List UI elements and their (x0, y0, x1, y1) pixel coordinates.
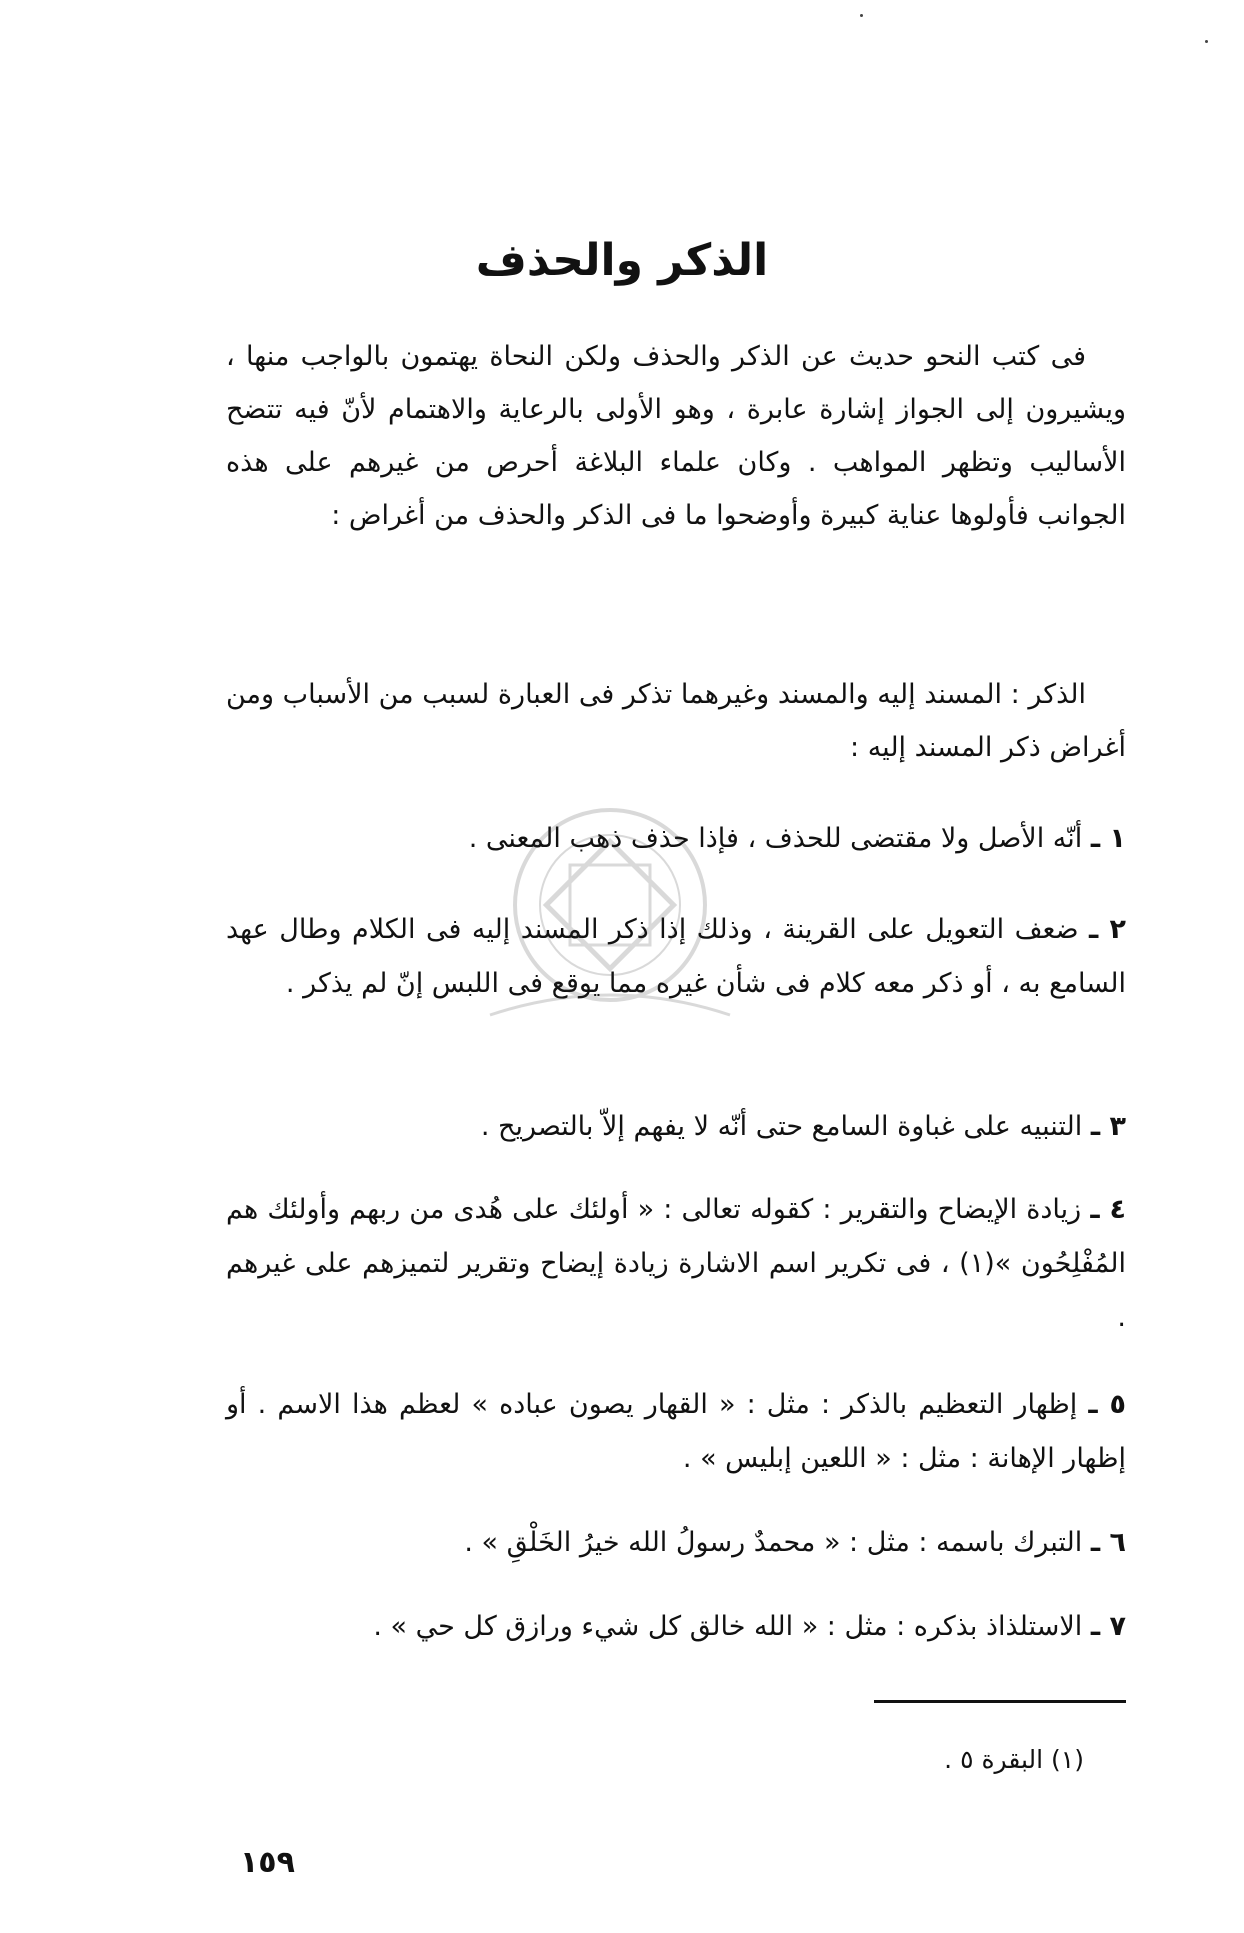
definition-text: الذكر : المسند إليه والمسند وغيرهما تذكر فى العبارة لسبب من الأسباب ومن أغراض ذكر المسند إليه : (226, 679, 1126, 763)
list-item: ٢ ـ ضعف التعويل على القرينة ، وذلك إذا ذكر المسند إليه فى الكلام وطال عهد السامع به ، أو ذكر معه كلام فى شأن غيره مما يوقع فى اللبس إنّ لم يذكر . (226, 914, 1126, 999)
scan-speck (1205, 40, 1208, 43)
footnote: (١) البقرة ٥ . (944, 1745, 1084, 1774)
intro-paragraph (226, 330, 1126, 542)
list-item: ٥ ـ إظهار التعظيم بالذكر : مثل : « القهار يصون عباده » لعظم هذا الاسم . أو إظهار الإهانة : مثل : « اللعين إبليس » . (226, 1389, 1126, 1474)
list-item: ٤ ـ زيادة الإيضاح والتقرير : كقوله تعالى : « أولئك على هُدى من ربهم وأولئك هم المُفْلِحُون »(١) ، فى تكرير اسم الاشارة زيادة إيضاح وتقرير لتميزهم على غيرهم . (226, 1194, 1127, 1333)
footnote-divider (874, 1700, 1126, 1703)
intro-text: فى كتب النحو حديث عن الذكر والحذف ولكن النحاة يهتمون بالواجب منها ، ويشيرون إلى الجواز إشارة عابرة ، وهو الأولى بالرعاية والاهتمام لأنّ فيه تتضح الأساليب وتظهر المواهب . وكان علماء البلاغة أحرص من غيرهم على هذه الجوانب فأولوها عناية كبيرة وأوضحوا ما فى الذكر والحذف من أغراض : (226, 341, 1126, 531)
scan-speck (860, 14, 863, 17)
page-number: ١٥٩ (240, 1845, 295, 1880)
list-item: ٧ ـ الاستلذاذ بذكره : مثل : « الله خالق كل شيء ورازق كل حي » . (373, 1611, 1126, 1642)
list-item: ٦ ـ التبرك باسمه : مثل : « محمدٌ رسولُ الله خيرُ الخَلْقِ » . (464, 1527, 1126, 1558)
list-item: ٣ ـ التنبيه على غباوة السامع حتى أنّه لا يفهم إلاّ بالتصريح . (480, 1111, 1126, 1142)
page-title: الذكر والحذف (475, 235, 769, 286)
definition-paragraph (226, 668, 1126, 774)
list-item: ١ ـ أنّه الأصل ولا مقتضى للحذف ، فإذا حذف ذهب المعنى . (468, 823, 1126, 854)
